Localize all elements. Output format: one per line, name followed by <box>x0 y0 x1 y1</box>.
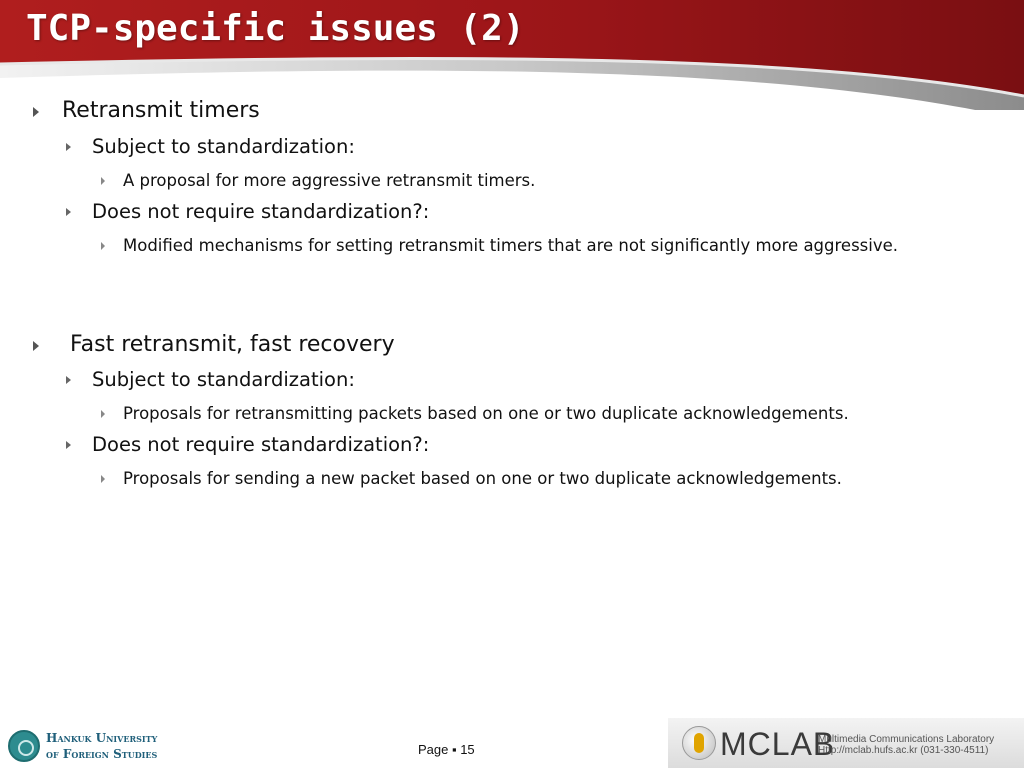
sub-sub-bullet <box>101 467 842 491</box>
mclab-logo <box>668 718 1024 768</box>
bullet-text: Proposals for retransmitting packets based on one or two duplicate acknowledgements. <box>123 404 849 423</box>
bullet-arrow-icon <box>66 208 71 216</box>
bullet-text: Proposals for sending a new packet based on one or two duplicate acknowledgements. <box>123 469 842 488</box>
bullet-arrow-icon <box>33 341 39 351</box>
bullet-text: Does not require standardization?: <box>92 200 430 223</box>
university-logo <box>8 726 168 766</box>
university-name <box>46 730 157 762</box>
university-seal-icon <box>8 730 40 762</box>
slide-title: TCP-specific issues (2) <box>26 8 525 49</box>
bullet-text: Fast retransmit, fast recovery <box>70 332 395 357</box>
sub-bullet <box>66 433 429 456</box>
sub-sub-bullet <box>101 169 535 193</box>
bullet-text: Modified mechanisms for setting retransmit timers that are not significantly more aggressive. <box>123 236 899 255</box>
mclab-subtitle-line2: Http://mclab.hufs.ac.kr (031-330-4511) <box>818 745 989 756</box>
mclab-subtitle-line1: Multimedia Communications Laboratory <box>818 734 995 745</box>
header-band <box>0 0 1024 110</box>
page-number: Page ▪ 15 <box>418 742 475 757</box>
mclab-wordmark: MCLAB <box>720 726 836 762</box>
bullet-text: A proposal for more aggressive retransmit timers. <box>123 171 536 190</box>
bullet-arrow-icon <box>101 242 105 250</box>
bullet-arrow-icon <box>66 143 71 151</box>
bullet-text: Subject to standardization: <box>92 135 355 158</box>
bullet-fast-retransmit <box>33 332 395 357</box>
bullet-arrow-icon <box>101 475 105 483</box>
bullet-text: Retransmit timers <box>62 98 260 123</box>
mclab-subtitle <box>818 734 994 756</box>
bullet-arrow-icon <box>66 376 71 384</box>
sub-bullet <box>66 368 355 391</box>
sub-bullet <box>66 200 429 223</box>
university-name-line1: Hankuk University <box>46 731 158 745</box>
bullet-text: Subject to standardization: <box>92 368 355 391</box>
bullet-text: Does not require standardization?: <box>92 433 430 456</box>
mclab-emblem-icon <box>682 726 716 760</box>
bullet-retransmit-timers <box>33 98 260 123</box>
sub-bullet <box>66 135 355 158</box>
sub-sub-bullet <box>101 234 923 258</box>
bullet-arrow-icon <box>101 410 105 418</box>
bullet-arrow-icon <box>101 177 105 185</box>
bullet-arrow-icon <box>66 441 71 449</box>
bullet-arrow-icon <box>33 107 39 117</box>
university-name-line2: of Foreign Studies <box>46 747 158 761</box>
sub-sub-bullet <box>101 402 849 426</box>
